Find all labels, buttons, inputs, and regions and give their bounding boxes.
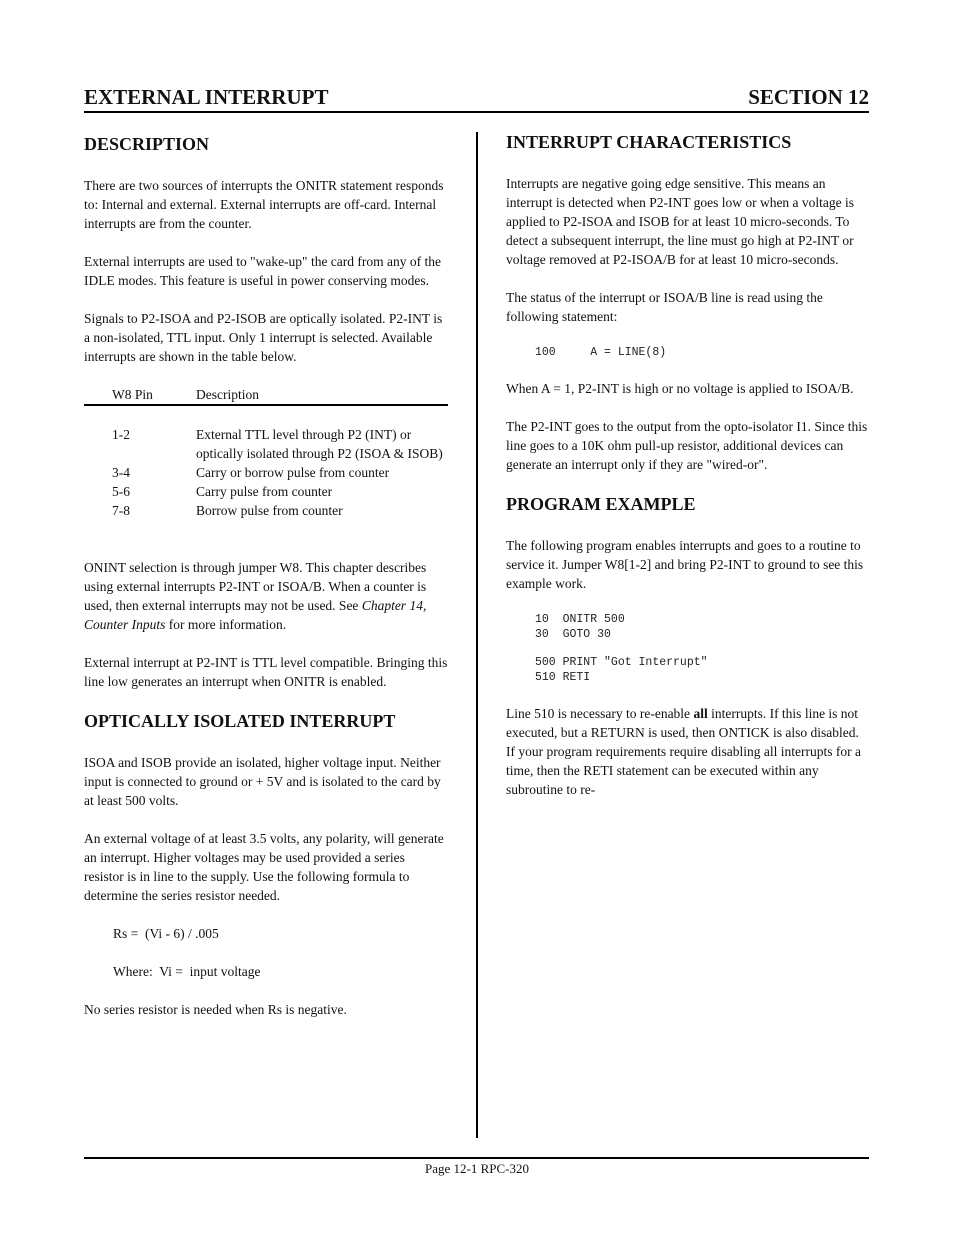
description-paragraph-1: There are two sources of interrupts the ONITR statement responds to: Internal and external. External interrupts are off-card. Internal interrupts are from the counter. [84,178,444,231]
table-cell-pin: 5-6 [112,484,130,499]
example-paragraph-1: The following program enables interrupts and goes to a routine to service it. Jumper W8[1-2] and bring P2-INT to ground to see this example work. [506,538,864,591]
chapter-reference: Chapter 14, Counter Inputs [84,598,427,632]
w8-pin-table [84,385,448,520]
example-heading: PROGRAM EXAMPLE [506,494,696,514]
opto-paragraph-1: ISOA and ISOB provide an isolated, higher voltage input. Neither input is connected to ground or + 5V and is isolated to the card by at least 500 volts. [84,755,441,808]
characteristics-paragraph-1: Interrupts are negative going edge sensitive. This means an interrupt is detected when P2-INT goes low or when a voltage is applied to P2-ISOA and ISOB for at least 10 micro-seconds. To detect a subsequent interrupt, the line must go high at P2-INT or voltage removed at P2-ISOA/B for at least 10 micro-seconds. [506,176,855,267]
table-cell-description: External TTL level through P2 (INT) or optically isolated through P2 (ISOA & ISOB) [196,427,443,461]
table-cell-description: Carry or borrow pulse from counter [196,465,390,480]
table-cell-pin: 7-8 [112,503,130,518]
table-header-pin: W8 Pin [84,385,196,405]
onint-paragraph: ONINT selection is through jumper W8. This chapter describes using external interrupts P2-INT or ISOA/B. When a counter is used, then external interrupts may not be used. See Chapter 14, Counter Inputs for more information. [84,560,427,632]
opto-heading: OPTICALLY ISOLATED INTERRUPT [84,711,396,731]
page-footer: Page 12-1 RPC-320 [425,1161,529,1176]
description-paragraph-2: External interrupts are used to "wake-up" the card from any of the IDLE modes. This feature is useful in power conserving modes. [84,254,442,288]
formula-where: Where: Vi = input voltage [113,964,261,979]
left-column [84,130,448,1038]
ttl-paragraph: External interrupt at P2-INT is TTL level compatible. Bringing this line low generates an interrupt when ONITR is enabled. [84,655,448,689]
program-code-2: 500 PRINT "Got Interrupt" 510 RETI [535,656,708,684]
description-paragraph-3: Signals to P2-ISOA and P2-ISOB are optically isolated. P2-INT is a non-isolated, TTL input. Only 1 interrupt is selected. Available interrupts are shown in the table below. [84,311,443,364]
program-code-1: 10 ONITR 500 30 GOTO 30 [535,613,625,641]
table-header-description: Description [196,385,448,405]
table-cell-pin: 3-4 [112,465,130,480]
chapter-title: EXTERNAL INTERRUPT [84,85,329,109]
opto-paragraph-3: No series resistor is needed when Rs is negative. [84,1002,347,1017]
characteristics-paragraph-2: The status of the interrupt or ISOA/B line is read using the following statement: [506,290,823,324]
line-code-sample: 100 A = LINE(8) [535,346,667,359]
example-paragraph-2: Line 510 is necessary to re-enable all interrupts. If this line is not executed, but a RETURN is used, then ONTICK is also disabled. If your program requirements require disabling all interrupts for a time, then the RETI statement can be executed within any subroutine to re- [506,706,862,797]
table-row [84,501,448,520]
table-cell-description: Borrow pulse from counter [196,503,343,518]
characteristics-paragraph-3: When A = 1, P2-INT is high or no voltage is applied to ISOA/B. [506,381,854,396]
resistor-formula: Rs = (Vi - 6) / .005 [113,926,219,941]
characteristics-paragraph-4: The P2-INT goes to the output from the opto-isolator I1. Since this line goes to a 10K ohm pull-up resistor, additional devices can generate an interrupt only if they are "wired-or". [506,419,868,472]
page-header [84,85,869,113]
emphasis-all: all [693,706,708,721]
table-row [84,425,448,463]
characteristics-heading: INTERRUPT CHARACTERISTICS [506,132,792,152]
description-heading: DESCRIPTION [84,134,210,154]
table-cell-pin: 1-2 [112,427,130,442]
table-row [84,463,448,482]
opto-paragraph-2: An external voltage of at least 3.5 volts, any polarity, will generate an interrupt. Higher voltages may be used provided a series resistor is in line to the supply. Use the following formula to determine the series resistor needed. [84,831,444,903]
table-cell-description: Carry pulse from counter [196,484,333,499]
right-column [506,130,870,818]
footer-rule [84,1157,869,1159]
section-number: SECTION 12 [748,85,869,109]
table-row [84,482,448,501]
table-header-row [84,385,448,405]
column-divider [476,132,478,1138]
